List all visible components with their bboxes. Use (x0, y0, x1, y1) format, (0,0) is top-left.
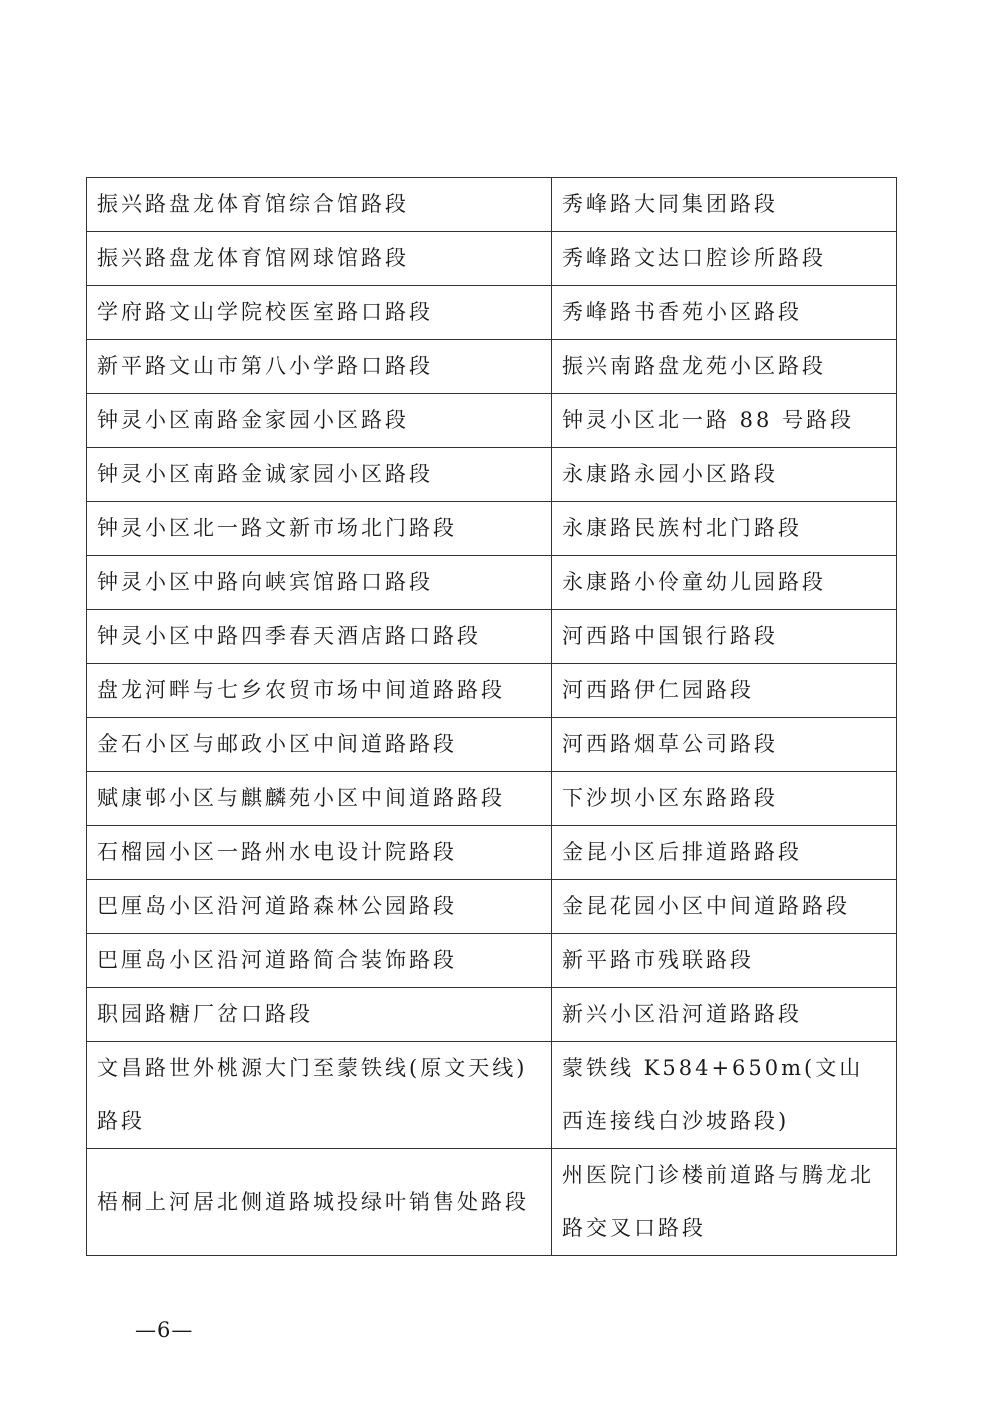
left-cell: 赋康邨小区与麒麟苑小区中间道路路段 (87, 772, 552, 826)
left-cell: 钟灵小区南路金家园小区路段 (87, 394, 552, 448)
right-cell: 新兴小区沿河道路路段 (552, 988, 897, 1042)
table-row (87, 232, 897, 286)
left-cell: 钟灵小区中路四季春天酒店路口路段 (87, 610, 552, 664)
table-row (87, 1042, 897, 1149)
right-cell: 永康路民族村北门路段 (552, 502, 897, 556)
right-cell: 秀峰路文达口腔诊所路段 (552, 232, 897, 286)
left-cell: 学府路文山学院校医室路口路段 (87, 286, 552, 340)
right-cell: 下沙坝小区东路路段 (552, 772, 897, 826)
left-cell: 钟灵小区南路金诚家园小区路段 (87, 448, 552, 502)
left-cell: 振兴路盘龙体育馆综合馆路段 (87, 178, 552, 232)
table-row (87, 664, 897, 718)
right-cell: 秀峰路大同集团路段 (552, 178, 897, 232)
right-cell: 钟灵小区北一路 88 号路段 (552, 394, 897, 448)
table-body (87, 178, 897, 1256)
right-cell: 金昆花园小区中间道路路段 (552, 880, 897, 934)
left-cell: 钟灵小区中路向峡宾馆路口路段 (87, 556, 552, 610)
left-cell: 盘龙河畔与七乡农贸市场中间道路路段 (87, 664, 552, 718)
right-cell: 河西路中国银行路段 (552, 610, 897, 664)
table-row (87, 286, 897, 340)
right-cell: 振兴南路盘龙苑小区路段 (552, 340, 897, 394)
right-cell: 州医院门诊楼前道路与腾龙北路交叉口路段 (552, 1149, 897, 1256)
right-cell: 新平路市残联路段 (552, 934, 897, 988)
left-cell: 金石小区与邮政小区中间道路路段 (87, 718, 552, 772)
left-cell: 新平路文山市第八小学路口路段 (87, 340, 552, 394)
right-cell: 金昆小区后排道路路段 (552, 826, 897, 880)
left-cell: 振兴路盘龙体育馆网球馆路段 (87, 232, 552, 286)
table-row (87, 556, 897, 610)
left-cell: 巴厘岛小区沿河道路森林公园路段 (87, 880, 552, 934)
table-row (87, 880, 897, 934)
road-segment-table (86, 177, 897, 1256)
table-row (87, 826, 897, 880)
left-cell: 石榴园小区一路州水电设计院路段 (87, 826, 552, 880)
left-cell: 职园路糖厂岔口路段 (87, 988, 552, 1042)
table-row (87, 1149, 897, 1256)
table-row (87, 502, 897, 556)
table-row (87, 988, 897, 1042)
right-cell: 秀峰路书香苑小区路段 (552, 286, 897, 340)
right-cell: 河西路伊仁园路段 (552, 664, 897, 718)
table-row (87, 718, 897, 772)
right-cell: 永康路永园小区路段 (552, 448, 897, 502)
left-cell: 梧桐上河居北侧道路城投绿叶销售处路段 (87, 1149, 552, 1256)
right-cell: 河西路烟草公司路段 (552, 718, 897, 772)
table-row (87, 178, 897, 232)
right-cell: 蒙铁线 K584+650m(文山西连接线白沙坡路段) (552, 1042, 897, 1149)
table-row (87, 448, 897, 502)
table-row (87, 772, 897, 826)
right-cell: 永康路小伶童幼儿园路段 (552, 556, 897, 610)
table-row (87, 340, 897, 394)
table-row (87, 934, 897, 988)
left-cell: 巴厘岛小区沿河道路简合装饰路段 (87, 934, 552, 988)
left-cell: 文昌路世外桃源大门至蒙铁线(原文天线)路段 (87, 1042, 552, 1149)
table-row (87, 394, 897, 448)
table-row (87, 610, 897, 664)
left-cell: 钟灵小区北一路文新市场北门路段 (87, 502, 552, 556)
page-number: —6— (135, 1318, 194, 1342)
